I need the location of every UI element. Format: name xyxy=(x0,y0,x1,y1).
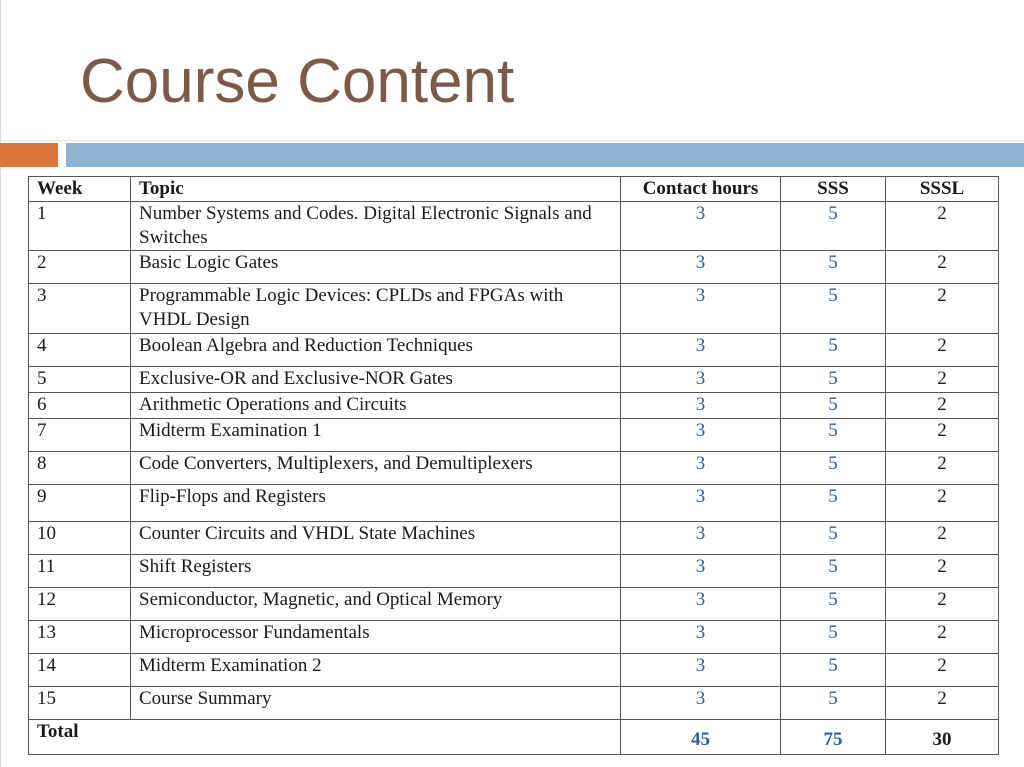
sss-cell: 5 xyxy=(781,621,886,654)
sssl-cell: 2 xyxy=(886,485,999,522)
contact-hours-cell: 3 xyxy=(621,419,781,452)
week-cell: 10 xyxy=(29,522,131,555)
topic-cell: Midterm Examination 2 xyxy=(131,654,621,687)
topic-cell: Flip-Flops and Registers xyxy=(131,485,621,522)
accent-bar-orange xyxy=(0,143,58,167)
sssl-cell: 2 xyxy=(886,251,999,284)
header-sssl: SSSL xyxy=(886,177,999,202)
sssl-cell: 2 xyxy=(886,555,999,588)
contact-hours-cell: 3 xyxy=(621,588,781,621)
contact-hours-cell: 3 xyxy=(621,555,781,588)
week-cell: 7 xyxy=(29,419,131,452)
sssl-cell: 2 xyxy=(886,334,999,367)
topic-cell: Arithmetic Operations and Circuits xyxy=(131,393,621,419)
contact-hours-cell: 3 xyxy=(621,522,781,555)
week-cell: 15 xyxy=(29,687,131,720)
topic-cell: Midterm Examination 1 xyxy=(131,419,621,452)
table-row xyxy=(29,393,999,419)
sssl-cell: 2 xyxy=(886,284,999,334)
table-row xyxy=(29,334,999,367)
contact-hours-cell: 3 xyxy=(621,485,781,522)
contact-hours-cell: 3 xyxy=(621,393,781,419)
contact-hours-cell: 3 xyxy=(621,654,781,687)
week-cell: 8 xyxy=(29,452,131,485)
table-row xyxy=(29,452,999,485)
topic-cell: Counter Circuits and VHDL State Machines xyxy=(131,522,621,555)
contact-hours-cell: 3 xyxy=(621,202,781,251)
sss-cell: 5 xyxy=(781,251,886,284)
contact-hours-cell: 3 xyxy=(621,284,781,334)
table-row xyxy=(29,588,999,621)
header-sss: SSS xyxy=(781,177,886,202)
sss-cell: 5 xyxy=(781,393,886,419)
sss-cell: 5 xyxy=(781,522,886,555)
slide-title: Course Content xyxy=(80,47,515,116)
total-sss: 75 xyxy=(781,720,886,755)
table-row xyxy=(29,522,999,555)
sss-cell: 5 xyxy=(781,367,886,393)
week-cell: 4 xyxy=(29,334,131,367)
table-row xyxy=(29,621,999,654)
topic-cell: Boolean Algebra and Reduction Techniques xyxy=(131,334,621,367)
sssl-cell: 2 xyxy=(886,452,999,485)
total-label: Total xyxy=(29,720,621,755)
week-cell: 9 xyxy=(29,485,131,522)
table-row xyxy=(29,202,999,251)
sss-cell: 5 xyxy=(781,202,886,251)
sss-cell: 5 xyxy=(781,654,886,687)
header-contact-hours: Contact hours xyxy=(621,177,781,202)
topic-cell: Shift Registers xyxy=(131,555,621,588)
course-content-table xyxy=(28,176,999,755)
total-sssl: 30 xyxy=(886,720,999,755)
sss-cell: 5 xyxy=(781,334,886,367)
week-cell: 6 xyxy=(29,393,131,419)
table-row xyxy=(29,555,999,588)
header-week: Week xyxy=(29,177,131,202)
sss-cell: 5 xyxy=(781,588,886,621)
topic-cell: Basic Logic Gates xyxy=(131,251,621,284)
sss-cell: 5 xyxy=(781,555,886,588)
table-body xyxy=(29,202,999,720)
table-row xyxy=(29,654,999,687)
table-row xyxy=(29,251,999,284)
sss-cell: 5 xyxy=(781,284,886,334)
table-row xyxy=(29,367,999,393)
week-cell: 12 xyxy=(29,588,131,621)
sssl-cell: 2 xyxy=(886,522,999,555)
sss-cell: 5 xyxy=(781,485,886,522)
sssl-cell: 2 xyxy=(886,419,999,452)
topic-cell: Number Systems and Codes. Digital Electronic Signals and Switches xyxy=(131,202,621,251)
sssl-cell: 2 xyxy=(886,393,999,419)
week-cell: 1 xyxy=(29,202,131,251)
week-cell: 3 xyxy=(29,284,131,334)
sss-cell: 5 xyxy=(781,687,886,720)
contact-hours-cell: 3 xyxy=(621,452,781,485)
topic-cell: Course Summary xyxy=(131,687,621,720)
table-row xyxy=(29,284,999,334)
course-table-container xyxy=(28,176,998,755)
total-contact-hours: 45 xyxy=(621,720,781,755)
accent-bar-blue xyxy=(66,143,1024,167)
sssl-cell: 2 xyxy=(886,687,999,720)
table-row xyxy=(29,687,999,720)
week-cell: 11 xyxy=(29,555,131,588)
contact-hours-cell: 3 xyxy=(621,687,781,720)
table-row xyxy=(29,419,999,452)
table-row xyxy=(29,485,999,522)
topic-cell: Semiconductor, Magnetic, and Optical Memory xyxy=(131,588,621,621)
contact-hours-cell: 3 xyxy=(621,621,781,654)
sss-cell: 5 xyxy=(781,419,886,452)
sss-cell: 5 xyxy=(781,452,886,485)
week-cell: 2 xyxy=(29,251,131,284)
week-cell: 14 xyxy=(29,654,131,687)
sssl-cell: 2 xyxy=(886,367,999,393)
topic-cell: Exclusive-OR and Exclusive-NOR Gates xyxy=(131,367,621,393)
table-header-row xyxy=(29,177,999,202)
header-topic: Topic xyxy=(131,177,621,202)
topic-cell: Code Converters, Multiplexers, and Demultiplexers xyxy=(131,452,621,485)
week-cell: 5 xyxy=(29,367,131,393)
topic-cell: Programmable Logic Devices: CPLDs and FPGAs with VHDL Design xyxy=(131,284,621,334)
week-cell: 13 xyxy=(29,621,131,654)
sssl-cell: 2 xyxy=(886,202,999,251)
sssl-cell: 2 xyxy=(886,654,999,687)
contact-hours-cell: 3 xyxy=(621,251,781,284)
total-row xyxy=(29,720,999,755)
sssl-cell: 2 xyxy=(886,621,999,654)
sssl-cell: 2 xyxy=(886,588,999,621)
topic-cell: Microprocessor Fundamentals xyxy=(131,621,621,654)
contact-hours-cell: 3 xyxy=(621,367,781,393)
contact-hours-cell: 3 xyxy=(621,334,781,367)
